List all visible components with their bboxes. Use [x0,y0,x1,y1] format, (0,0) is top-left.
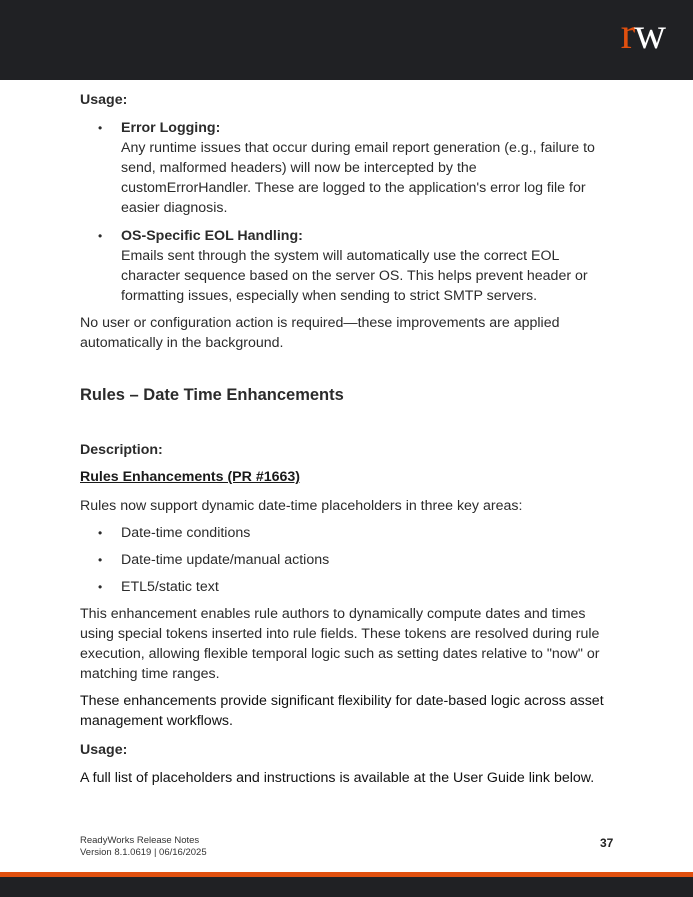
list-item [80,550,620,570]
list-item-title: Error Logging: [121,120,221,136]
list-item-error-logging [80,118,620,218]
list-item-text: Date-time update/manual actions [121,552,330,568]
list-item-text: Date-time conditions [121,525,251,541]
page-header [0,0,693,80]
list-item-line: customErrorHandler. These are logged to the application's error log file for [121,180,586,196]
auto-note [80,313,620,353]
paragraph-line: execution, allowing flexible temporal logic such as setting dates relative to "now" or [80,646,600,662]
bullet-icon: • [98,580,103,594]
flexibility-paragraph [80,691,620,731]
footer-bar [0,877,693,897]
list-item-title: OS-Specific EOL Handling: [121,228,303,244]
bullet-icon: • [98,526,103,540]
usage-label: Usage: [80,92,128,108]
pr-link[interactable]: Rules Enhancements (PR #1663) [80,469,300,485]
section-heading: Rules – Date Time Enhancements [80,386,344,404]
list-item-line: send, malformed headers) will now be intercepted by the [121,160,477,176]
usage-label-2: Usage: [80,742,128,758]
usage-list [80,118,620,218]
footer-doc-title: ReadyWorks Release Notes [80,835,200,846]
list-item-line: Any runtime issues that occur during email report generation (e.g., failure to [121,140,595,156]
usage-text: A full list of placeholders and instructions is available at the User Guide link below. [80,770,595,786]
list-item [80,577,620,597]
paragraph-line: using special tokens inserted into rule fields. These tokens are resolved during rule [80,626,600,642]
description-label: Description: [80,442,163,458]
list-item-text: ETL5/static text [121,579,219,595]
footer-info [80,835,207,859]
intro-text: Rules now support dynamic date-time placeholders in three key areas: [80,498,523,514]
paragraph-line: These enhancements provide significant flexibility for date-based logic across asset [80,693,604,709]
bullet-icon: • [98,121,103,135]
list-item [80,523,620,543]
list-item-line: character sequence based on the server OS. This helps prevent header or [121,268,588,284]
paragraph-line: matching time ranges. [80,666,220,682]
enhancement-paragraph [80,604,620,684]
note-line: automatically in the background. [80,335,284,351]
paragraph-line: management workflows. [80,713,233,729]
logo-letter-r: r [620,9,635,58]
page-number: 37 [600,836,614,850]
placeholder-areas-list [80,523,620,597]
bullet-icon: • [98,553,103,567]
usage-list-2 [80,226,620,306]
footer-version: Version 8.1.0619 | 06/16/2025 [80,847,207,858]
list-item-line: easier diagnosis. [121,200,228,216]
list-item-eol-handling [80,226,620,306]
list-item-line: Emails sent through the system will automatically use the correct EOL [121,248,560,264]
logo-letter-w: w [634,9,665,58]
list-item-line: formatting issues, especially when sending to strict SMTP servers. [121,288,538,304]
bullet-icon: • [98,229,103,243]
readyworks-logo [620,9,665,58]
paragraph-line: This enhancement enables rule authors to dynamically compute dates and times [80,606,586,622]
note-line: No user or configuration action is required—these improvements are applied [80,315,560,331]
